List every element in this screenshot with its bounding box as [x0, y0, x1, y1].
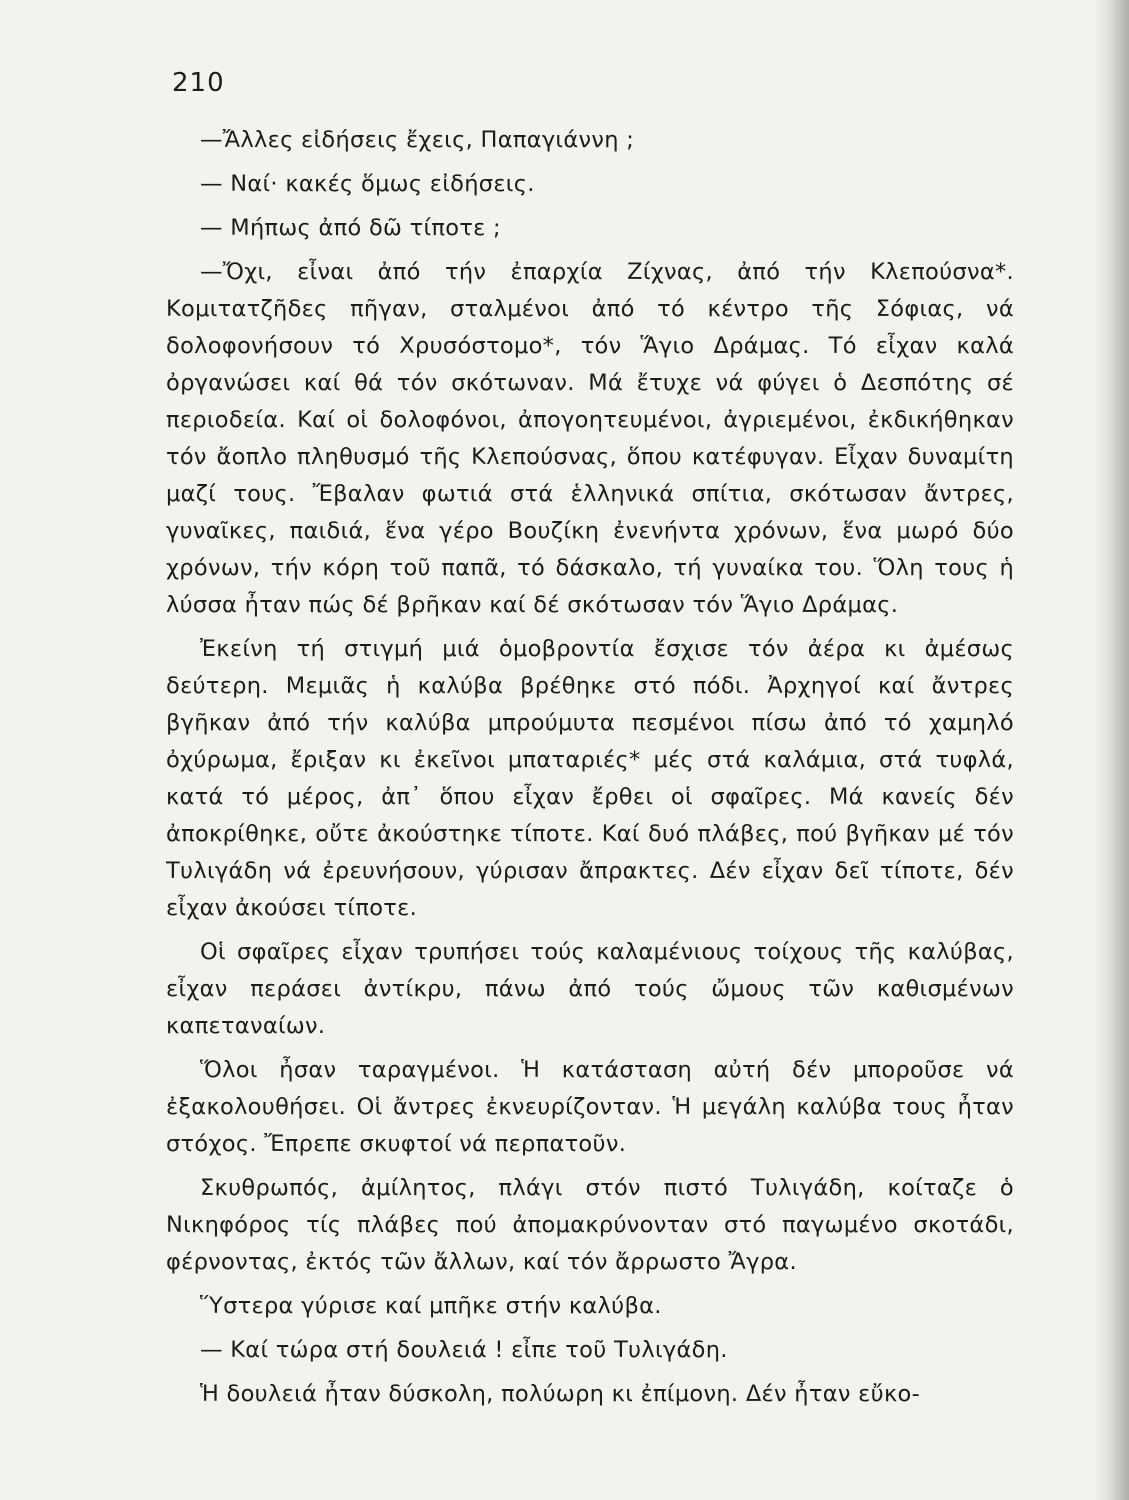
dialogue-line-3: — Μήπως ἀπό δῶ τίποτε ;: [200, 215, 501, 241]
dialogue-line-1: —Ἄλλες εἰδήσεις ἔχεις, Παπαγιάννη ;: [200, 127, 635, 153]
paragraph-returned: Ὕστερα γύρισε καί μπῆκε στήν καλύβα.: [200, 1293, 662, 1319]
paragraph-nikiforos: Σκυθρωπός, ἀμίλητος, πλάγι στόν πιστό Τυλιγάδη, κοίταζε ὁ Νικηφόρος τίς πλάβες πού ἀπομακρύνονταν στό παγωμένο σκοτάδι, φέρνοντας, ἐκτός τῶν ἄλλων, καί τόν ἄρρωστο Ἄγρα.: [166, 1175, 1014, 1275]
paragraph-bullets: Οἱ σφαῖρες εἶχαν τρυπήσει τούς καλαμένιους τοίχους τῆς καλύβας, εἶχαν περάσει ἀντίκρυ, πάνω ἀπό τούς ὤμους τῶν καθισμένων καπεταναίων.: [166, 939, 1014, 1039]
spine-shadow: [1095, 0, 1129, 1500]
paragraph-volley: Ἐκείνη τή στιγμή μιά ὁμοβροντία ἔσχισε τόν ἀέρα κι ἀμέσως δεύτερη. Μεμιᾶς ἡ καλύβα βρέθηκε στό πόδι. Ἀρχηγοί καί ἄντρες βγῆκαν ἀπό τήν καλύβα μπρούμυτα πεσμένοι πίσω ἀπό τό χαμηλό ὀχύρωμα, ἔριξαν κι ἐκεῖνοι μπαταριές* μές στά καλάμια, στά τυφλά, κατά τό μέρος, ἀπ᾽ ὅπου εἶχαν ἔρθει οἱ σφαῖρες. Μά κανείς δέν ἀποκρίθηκε, οὔτε ἀκούστηκε τίποτε. Καί δυό πλάβες, πού βγῆκαν μέ τόν Τυλιγάδη νά ἐρευνήσουν, γύρισαν ἄπρακτες. Δέν εἶχαν δεῖ τίποτε, δέν εἶχαν ἀκούσει τίποτε.: [166, 636, 1014, 921]
page-number: 210: [172, 68, 225, 98]
dialogue-line-2: — Ναί· κακές ὅμως εἰδήσεις.: [200, 171, 535, 197]
paragraph-agitated: Ὅλοι ἦσαν ταραγμένοι. Ἡ κατάσταση αὐτή δέν μποροῦσε νά ἐξακολουθήσει. Οἱ ἄντρες ἐκνευρίζονταν. Ἡ μεγάλη καλύβα τους ἦταν στόχος. Ἔπρεπε σκυφτοί νά περπατοῦν.: [166, 1057, 1014, 1157]
body-text: [166, 122, 1014, 1420]
dialogue-line-4: — Καί τώρα στή δουλειά ! εἶπε τοῦ Τυλιγάδη.: [200, 1337, 728, 1363]
paragraph-klepousna: —Ὄχι, εἶναι ἀπό τήν ἐπαρχία Ζίχνας, ἀπό τήν Κλεπούσνα*. Κομιτατζῆδες πῆγαν, σταλμένοι ἀπό τό κέντρο τῆς Σόφιας, νά δολοφονήσουν τό Χρυσόστομο*, τόν Ἅγιο Δράμας. Τό εἶχαν καλά ὀργανώσει καί θά τόν σκότωναν. Μά ἔτυχε νά φύγει ὁ Δεσπότης σέ περιοδεία. Καί οἱ δολοφόνοι, ἀπογοητευμένοι, ἀγριεμένοι, ἐκδικήθηκαν τόν ἄοπλο πληθυσμό τῆς Κλεπούσνας, ὅπου κατέφυγαν. Εἶχαν δυναμίτη μαζί τους. Ἔβαλαν φωτιά στά ἑλληνικά σπίτια, σκότωσαν ἄντρες, γυναῖκες, παιδιά, ἕνα γέρο Βουζίκη ἐνενήντα χρόνων, ἕνα μωρό δύο χρόνων, τήν κόρη τοῦ παπᾶ, τό δάσκαλο, τή γυναίκα του. Ὅλη τους ἡ λύσσα ἦταν πώς δέ βρῆκαν καί δέ σκότωσαν τόν Ἅγιο Δράμας.: [166, 259, 1014, 618]
paragraph-work: Ἡ δουλειά ἦταν δύσκολη, πολύωρη κι ἐπίμονη. Δέν ἦταν εὔκο-: [200, 1381, 920, 1407]
